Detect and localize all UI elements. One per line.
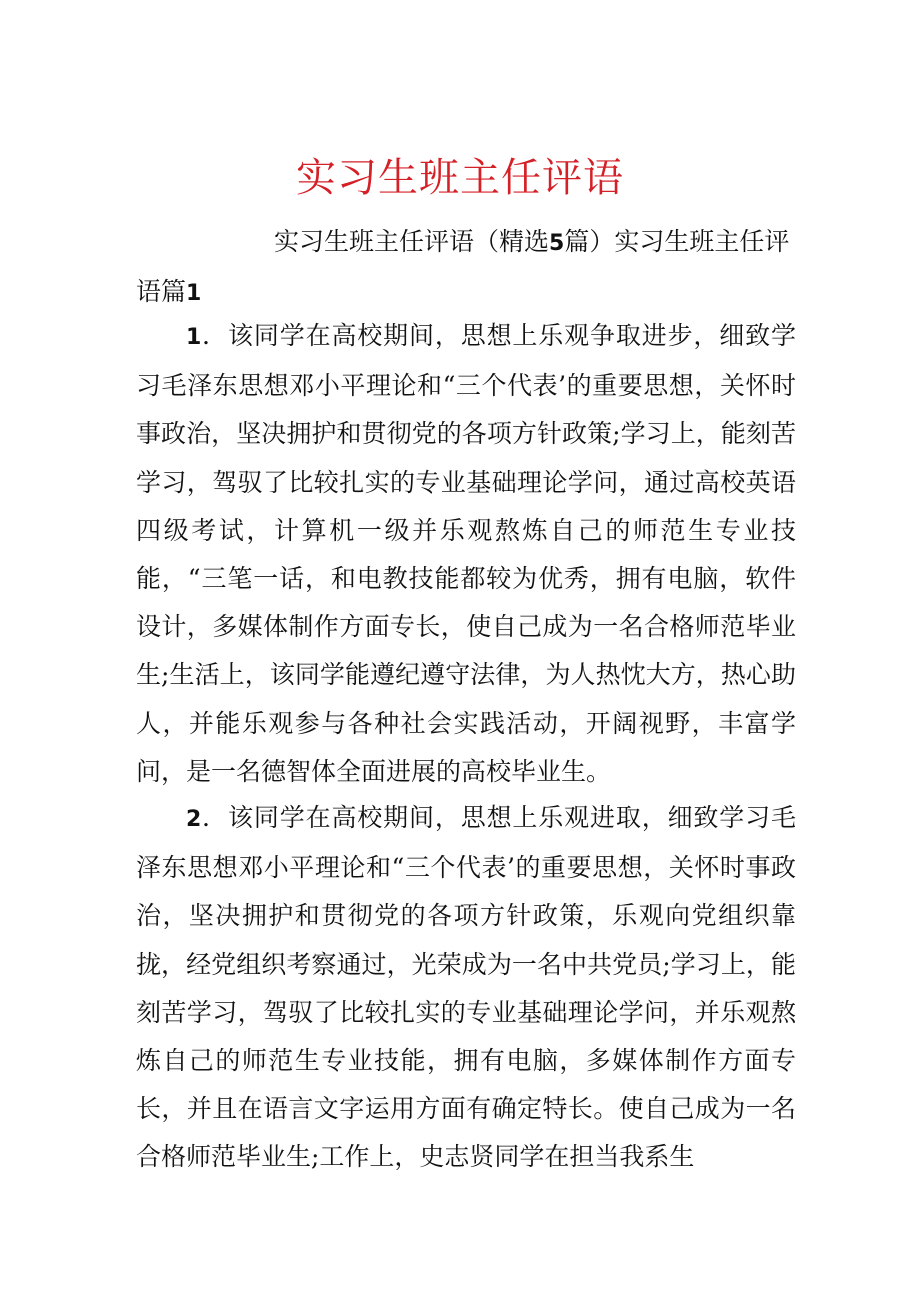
paragraph-text: ．该同学在高校期间，思想上乐观进取，细致学习毛泽东思想邓小平理论和“三个代表’的重要思想，关怀时事政治，坚决拥护和贯彻党的各项方针政策，乐观向党组织靠拢，经党组织考察通过，光荣成为一名中共党员;学习上，能刻苦学习，驾驭了比较扎实的专业基础理论学问，并乐观熬炼自己的师范生专业技能，拥有电脑，多媒体制作方面专长，并且在语言文字运用方面有确定特长。使自己成为一名合格师范毕业生;工作上，史志贤同学在担当我系生 [136,803,796,1172]
paragraph-number: 1 [186,325,202,350]
paragraph-2 [136,794,796,1182]
paragraph-number: 2 [186,807,202,832]
paragraph-text: ．该同学在高校期间，思想上乐观争取进步，细致学习毛泽东思想邓小平理论和“三个代表’的重要思想，关怀时事政治，坚决拥护和贯彻党的各项方针政策;学习上，能刻苦学习，驾驭了比较扎实的专业基础理论学问，通过高校英语四级考试，计算机一级并乐观熬炼自己的师范生专业技能，“三笔一话，和电教技能都较为优秀，拥有电脑，软件设计，多媒体制作方面专长，使自己成为一名合格师范毕业生;生活上，该同学能遵纪遵守法律，为人热忱大方，热心助人，并能乐观参与各种社会实践活动，开阔视野，丰富学问，是一名德智体全面进展的高校毕业生。 [136,321,796,786]
subtitle-text-2: 篇）实习生班主任评语篇 [136,227,790,306]
subtitle-number-2: 1 [186,281,202,306]
subtitle-text-1: 实习生班主任评语（精选 [274,227,550,256]
subtitle-number: 5 [549,231,565,256]
document-subtitle [136,218,796,318]
document-title: 实习生班主任评语 [296,155,624,201]
paragraph-1 [136,312,796,796]
